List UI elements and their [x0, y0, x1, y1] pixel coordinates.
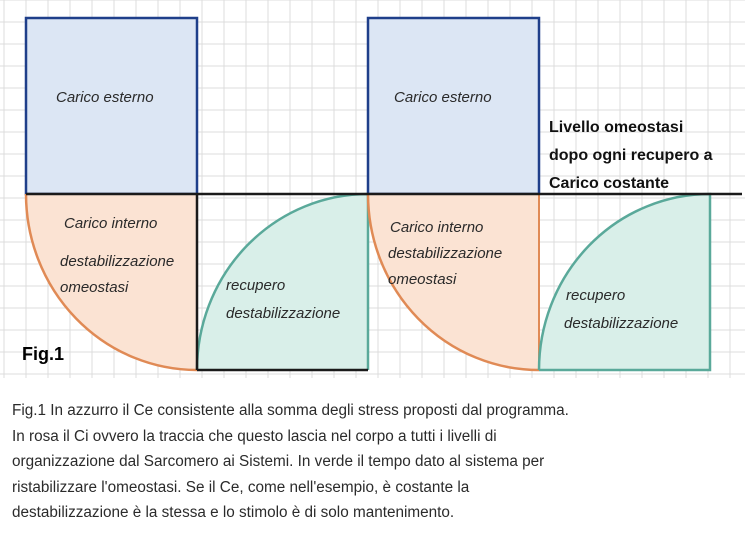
internal-load-label-2c: omeostasi	[388, 271, 457, 288]
figure-number-label: Fig.1	[22, 344, 65, 364]
recovery-label-2b: destabilizzazione	[564, 315, 679, 332]
internal-load-label-2a: Carico interno	[390, 219, 484, 236]
caption-line-5: destabilizzazione è la stessa e lo stimolo è di solo mantenimento.	[12, 504, 455, 521]
caption-line-3: organizzazione dal Sarcomero ai Sistemi. In verde il tempo dato al sistema per	[12, 453, 545, 470]
caption-line-1: Fig.1 In azzurro il Ce consistente alla somma degli stress proposti dal programma.	[12, 402, 569, 419]
internal-load-label-1a: Carico interno	[64, 215, 158, 232]
internal-load-label-1b: destabilizzazione	[60, 253, 175, 270]
recovery-label-1b: destabilizzazione	[226, 305, 341, 322]
external-load-label-2: Carico esterno	[394, 89, 492, 106]
internal-load-label-2b: destabilizzazione	[388, 245, 503, 262]
external-load-label-1: Carico esterno	[56, 89, 154, 106]
internal-load-label-1c: omeostasi	[60, 279, 129, 296]
figure-caption	[12, 398, 740, 526]
recovery-label-2a: recupero	[566, 287, 626, 304]
homeostasis-label-line3: Carico costante	[549, 175, 670, 192]
recovery-label-1a: recupero	[226, 277, 286, 294]
external-load-block-2	[368, 18, 539, 194]
caption-line-4: ristabilizzare l'omeostasi. Se il Ce, come nell'esempio, è costante la	[12, 478, 470, 496]
homeostasis-label-line2: dopo ogni recupero a	[549, 147, 713, 164]
external-load-block-1	[26, 18, 197, 194]
homeostasis-label-line1: Livello omeostasi	[549, 119, 684, 136]
caption-line-2: In rosa il Ci ovvero la traccia che questo lascia nel corpo a tutti i livelli di	[12, 427, 497, 445]
